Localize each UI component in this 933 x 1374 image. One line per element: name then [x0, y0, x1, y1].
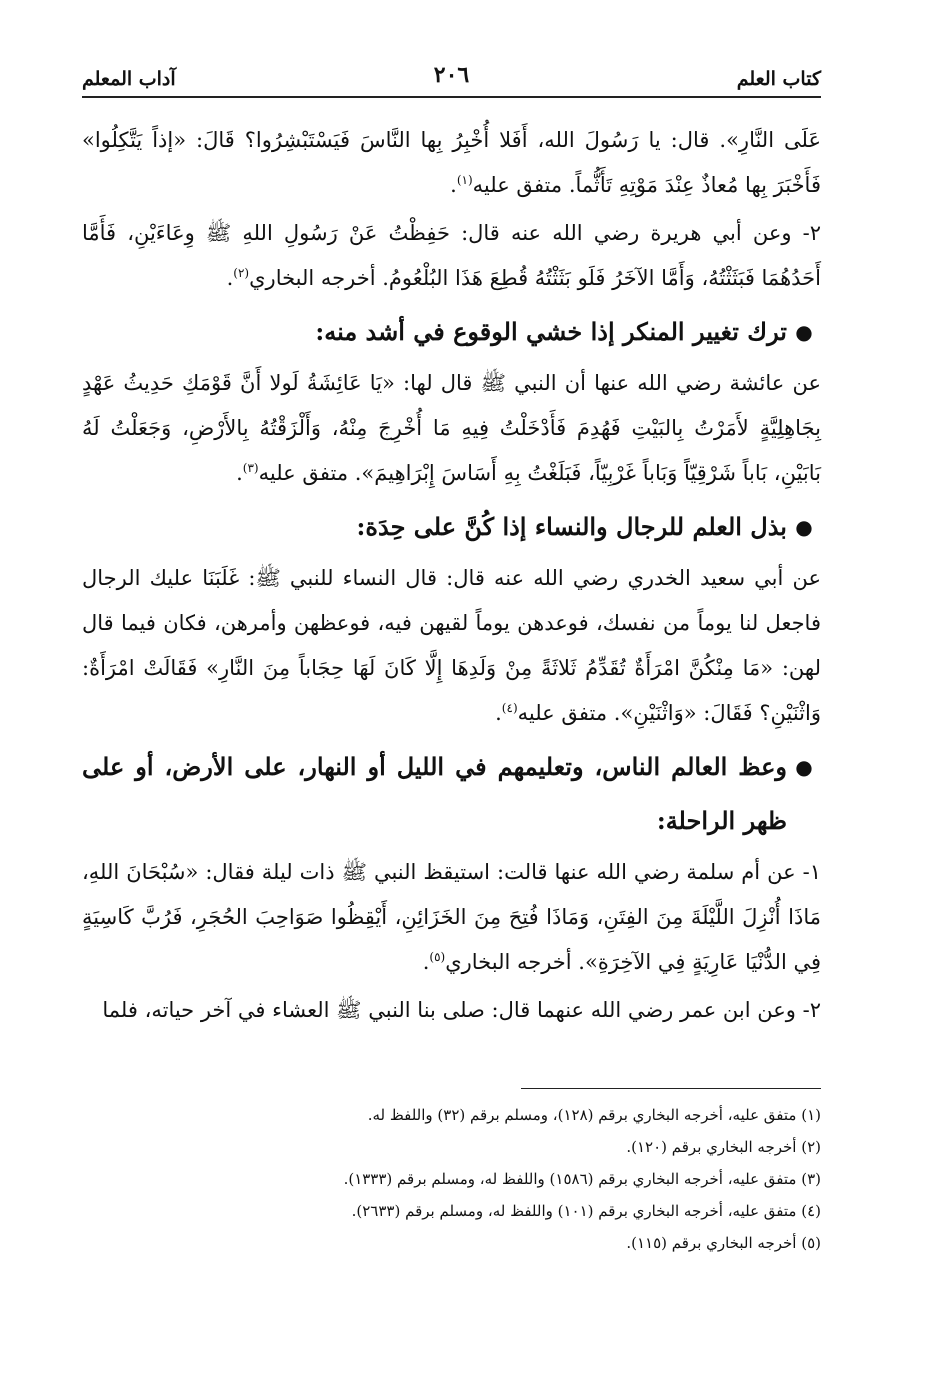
bullet-icon: ●	[795, 755, 813, 779]
paragraph: عن أبي سعيد الخدري رضي الله عنه قال: قال النساء للنبي ﷺ: غَلَبَنَا عليك الرجال فاجعل لنا يوماً من نفسك، فوعدهن يوماً لقيهن فيه، فوعظهن وأمرهن، فكان فيما قال لهن: «مَا مِنْكُنَّ امْرَأَةٌ تُقَدِّمُ ثَلاثَةً مِنْ وَلَدِهَا إِلَّا كَانَ لَهَا حِجَاباً مِنَ النَّارِ» فَقَالَتْ امْرَأَةٌ: وَاثْنَيْنِ؟ فَقَالَ: «وَاثْنَيْنِ». متفق عليه$^{(٤)}$.	[82, 566, 821, 725]
book-title: كتاب العلم	[736, 68, 821, 90]
bullet-icon: ●	[795, 515, 813, 539]
main-text	[82, 118, 821, 1036]
section-heading	[82, 500, 821, 554]
footnote: (٢) أخرجه البخاري برقم (١٢٠).	[626, 1138, 821, 1156]
paragraph: عن عائشة رضي الله عنها أن النبي ﷺ قال لها: «يَا عَائِشَةُ لَولا أَنَّ قَوْمَكِ حَدِيثُ عَهْدٍ بِجَاهِلِيَّةٍ لأَمَرْتُ بِالبَيْتِ فَهُدِمَ فَأَدْخَلْتُ فِيهِ مَا أُخْرِجَ مِنْهُ، وَأَلْزَقْتُهُ بِالأَرْضِ، وَجَعَلْتُ لَهُ بَابَيْنِ، بَاباً شَرْقِيّاً وَبَاباً غَرْبِيّاً، فَبَلَغْتُ بِهِ أَسَاسَ إِبْرَاهِيمَ». متفق عليه$^{(٣)}$.	[82, 371, 821, 485]
paragraph-text: عن عائشة رضي الله عنها أن النبي ﷺ قال لها: «يَا عَائِشَةُ لَولا أَنَّ قَوْمَكِ حَدِيثُ عَهْدٍ بِجَاهِلِيَّةٍ لأَمَرْتُ بِالبَيْتِ فَهُدِمَ فَأَدْخَلْتُ فِيهِ مَا أُخْرِجَ مِنْهُ، وَأَلْزَقْتُهُ بِالأَرْضِ، وَجَعَلْتُ لَهُ بَابَيْنِ، بَاباً شَرْقِيّاً وَبَاباً غَرْبِيّاً، فَبَلَغْتُ بِهِ أَسَاسَ إِبْرَاهِيمَ». متفق عليه	[82, 371, 821, 485]
paragraph-text: ٢- وعن أبي هريرة رضي الله عنه قال: حَفِظْتُ عَنْ رَسُولِ اللهِ ﷺ وِعَاءَيْنِ، فَأَمَّا أَحَدُهُمَا فَبَثَثْتُهُ، وَأَمَّا الآخَرُ فَلَو بَثَثْتُهُ قُطِعَ هَذَا البُلْعُومُ. أخرجه البخاري	[82, 221, 821, 290]
footnote-ref: (٣)	[242, 461, 259, 475]
chapter-title: آداب المعلم	[82, 68, 176, 90]
bullet-icon: ●	[795, 320, 813, 344]
footnote-ref: (٥)	[429, 950, 446, 964]
paragraph-text: ١- عن أم سلمة رضي الله عنها قالت: استيقظ النبي ﷺ ذات ليلة فقال: «سُبْحَانَ اللهِ، مَاذَا أُنْزِلَ اللَّيْلَةَ مِنَ الفِتَنِ، وَمَاذَا فُتِحَ مِنَ الخَزَائِنِ، أَيْقِظُوا صَوَاحِبَ الحُجَرِ، فَرُبَّ كَاسِيَةٍ فِي الدُّنْيَا عَارِيَةٍ فِي الآخِرَةِ». أخرجه البخاري	[82, 860, 821, 974]
footnote: (١) متفق عليه، أخرجه البخاري برقم (١٢٨)، ومسلم برقم (٣٢) واللفظ له.	[367, 1106, 821, 1124]
paragraph-text: عَلَى النَّارِ». قال: يا رَسُولَ الله، أَفَلا أُخْبِرُ بِها النَّاسَ فَيَسْتَبْشِرُوا؟ قَالَ: «إذاً يَتَّكِلُوا» فَأَخْبَرَ بِها مُعاذٌ عِنْدَ مَوْتِهِ تَأَثُّماً. متفق عليه	[82, 128, 821, 197]
page-header	[82, 62, 821, 98]
footnote-ref: (٢)	[233, 266, 250, 280]
paragraph-text: ٢- وعن ابن عمر رضي الله عنهما قال: صلى بنا النبي ﷺ العشاء في آخر حياته، فلما	[102, 998, 821, 1022]
paragraph: ٢- وعن أبي هريرة رضي الله عنه قال: حَفِظْتُ عَنْ رَسُولِ اللهِ ﷺ وِعَاءَيْنِ، فَأَمَّا أَحَدُهُمَا فَبَثَثْتُهُ، وَأَمَّا الآخَرُ فَلَو بَثَثْتُهُ قُطِعَ هَذَا البُلْعُومُ. أخرجه البخاري$^{(٢)}$.	[82, 221, 821, 290]
footnotes	[82, 1088, 821, 1259]
footnote-ref: (٤)	[501, 701, 518, 715]
section-heading	[82, 305, 821, 359]
paragraph: عَلَى النَّارِ». قال: يا رَسُولَ الله، أَفَلا أُخْبِرُ بِها النَّاسَ فَيَسْتَبْشِرُوا؟ قَالَ: «إذاً يَتَّكِلُوا» فَأَخْبَرَ بِها مُعاذٌ عِنْدَ مَوْتِهِ تَأَثُّماً. متفق عليه$^{(١)}$.	[82, 128, 821, 197]
footnote-ref: (١)	[456, 173, 473, 187]
paragraph	[82, 988, 821, 1033]
page-number: ٢٠٦	[433, 62, 470, 88]
section-heading-text: بذل العلم للرجال والنساء إذا كُنَّ على حِدَة:	[356, 512, 787, 541]
footnote: (٥) أخرجه البخاري برقم (١١٥).	[626, 1234, 821, 1252]
section-heading	[82, 740, 821, 848]
footnote-divider	[521, 1088, 821, 1089]
paragraph: ١- عن أم سلمة رضي الله عنها قالت: استيقظ النبي ﷺ ذات ليلة فقال: «سُبْحَانَ اللهِ، مَاذَا أُنْزِلَ اللَّيْلَةَ مِنَ الفِتَنِ، وَمَاذَا فُتِحَ مِنَ الخَزَائِنِ، أَيْقِظُوا صَوَاحِبَ الحُجَرِ، فَرُبَّ كَاسِيَةٍ فِي الدُّنْيَا عَارِيَةٍ فِي الآخِرَةِ». أخرجه البخاري$^{(٥)}$.	[82, 860, 821, 974]
section-heading-text: ترك تغيير المنكر إذا خشي الوقوع في أشد منه:	[315, 317, 787, 346]
section-heading-text: وعظ العالم الناس، وتعليمهم في الليل أو النهار، على الأرض، أو على ظهر الراحلة:	[82, 752, 787, 835]
paragraph-text: عن أبي سعيد الخدري رضي الله عنه قال: قال النساء للنبي ﷺ: غَلَبَنَا عليك الرجال فاجعل لنا يوماً من نفسك، فوعدهن يوماً لقيهن فيه، فوعظهن وأمرهن، فكان فيما قال لهن: «مَا مِنْكُنَّ امْرَأَةٌ تُقَدِّمُ ثَلاثَةً مِنْ وَلَدِهَا إِلَّا كَانَ لَهَا حِجَاباً مِنَ النَّارِ» فَقَالَتْ امْرَأَةٌ: وَاثْنَيْنِ؟ فَقَالَ: «وَاثْنَيْنِ». متفق عليه	[82, 566, 821, 725]
footnote: (٣) متفق عليه، أخرجه البخاري برقم (١٥٨٦) واللفظ له، ومسلم برقم (١٣٣٣).	[343, 1170, 821, 1188]
footnote: (٤) متفق عليه، أخرجه البخاري برقم (١٠١) واللفظ له، ومسلم برقم (٢٦٣٣).	[351, 1202, 821, 1220]
